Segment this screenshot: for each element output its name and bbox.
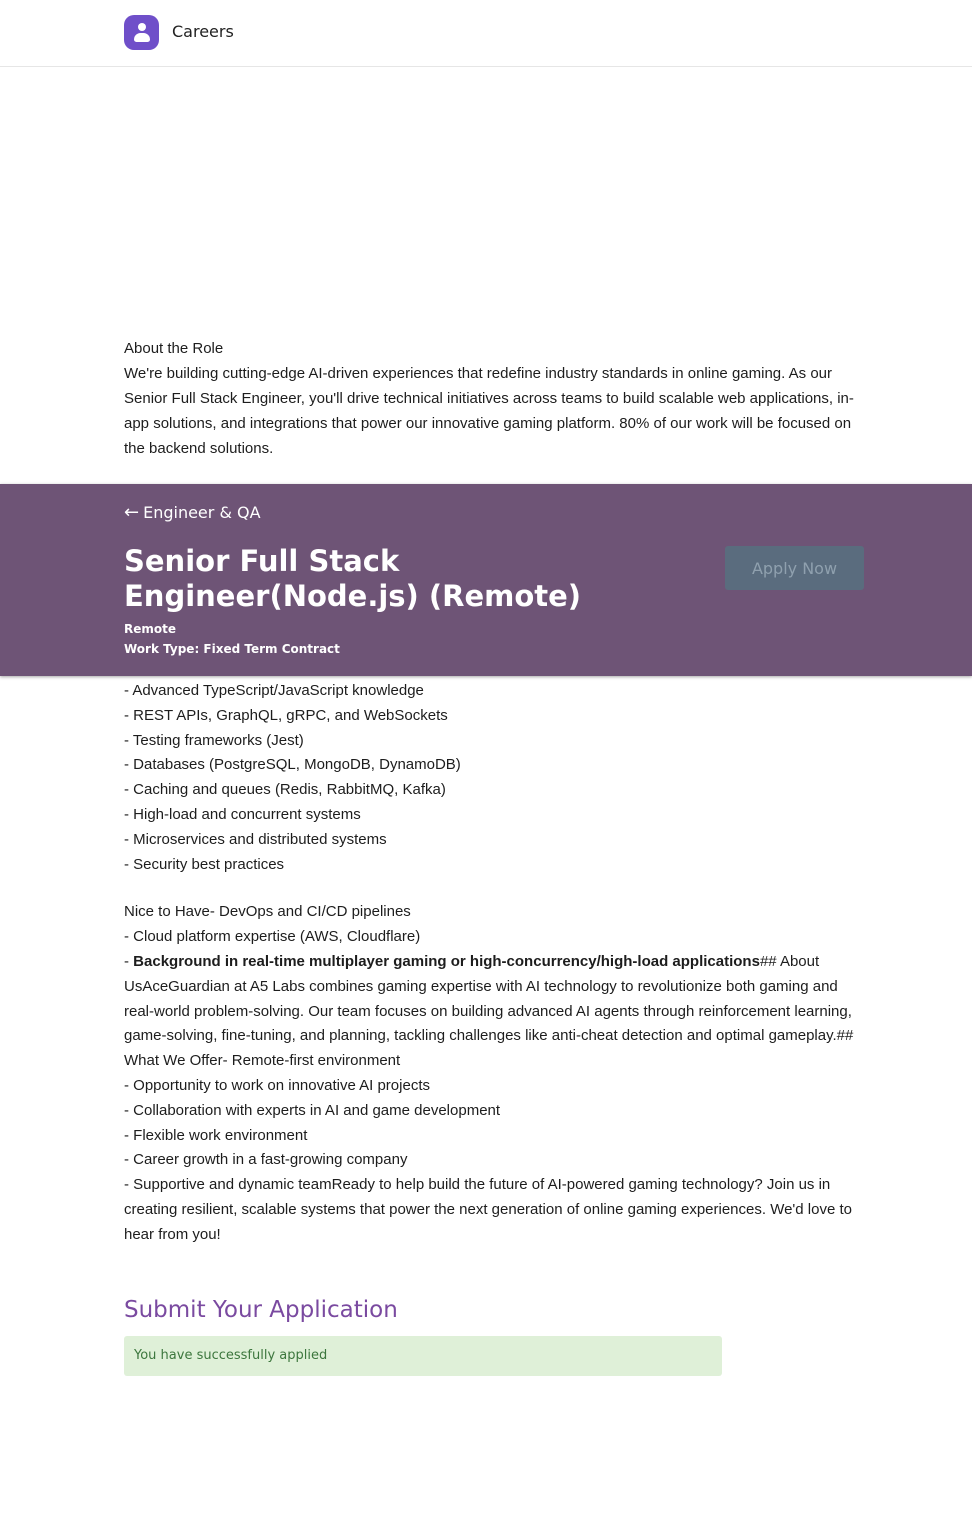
success-alert: You have successfully applied — [124, 1336, 722, 1376]
about-section — [124, 336, 859, 461]
about-us-text: ## About UsAceGuardian at A5 Labs combines gaming expertise with AI technology to revolutionize both gaming and real-world problem-solving. Our team focuses on building advanced AI agents through reinforcement learning, game-solving, fine-tuning, and planning, tackling challenges like anti-cheat detection and optimal gameplay.## What We Offer- Remote-first environment — [124, 952, 854, 1070]
job-work-type: Work Type: Fixed Term Contract — [124, 642, 340, 656]
closing-paragraph: - Supportive and dynamic teamReady to help build the future of AI-powered gaming technology? Join us in creating resilient, scalable systems that power the next generation of online gaming experiences. We'd love to hear from you! — [124, 1176, 852, 1243]
about-title: About the Role — [124, 340, 224, 357]
requirement-item: - High-load and concurrent systems — [124, 805, 361, 823]
about-text: We're building cutting-edge AI-driven experiences that redefine industry standards in online gaming. As our Senior Full Stack Engineer, you'll drive technical initiatives across teams to build scalable web applications, in-app solutions, and integrations that power our innovative gaming platform. 80% of our work will be focused on the backend solutions. — [124, 365, 854, 457]
top-navbar — [0, 0, 972, 67]
requirement-item: - Microservices and distributed systems — [124, 830, 387, 848]
logo-head-shape — [138, 23, 146, 31]
requirement-item: - Testing frameworks (Jest) — [124, 731, 304, 749]
back-to-department-link[interactable] — [124, 502, 261, 523]
requirement-item: - REST APIs, GraphQL, gRPC, and WebSockets — [124, 706, 448, 724]
job-header-banner — [0, 484, 972, 676]
job-description — [124, 679, 859, 1248]
bullet-prefix: - — [124, 952, 134, 970]
logo-body-shape — [134, 33, 150, 42]
offer-item: - Career growth in a fast-growing company — [124, 1151, 408, 1169]
submit-application-heading: Submit Your Application — [124, 1297, 398, 1323]
requirement-item: - Advanced TypeScript/JavaScript knowledge — [124, 682, 424, 699]
arrow-left-icon: ← — [124, 502, 140, 523]
requirement-item: - Security best practices — [124, 855, 285, 873]
offer-item: - Flexible work environment — [124, 1126, 308, 1144]
job-location: Remote — [124, 622, 177, 636]
nice-to-have-item: - Cloud platform expertise (AWS, Cloudflare) — [124, 928, 421, 946]
requirement-item: - Databases (PostgreSQL, MongoDB, DynamoDB) — [124, 756, 461, 774]
offer-item: - Opportunity to work on innovative AI projects — [124, 1076, 430, 1094]
about-us-paragraph — [124, 950, 859, 1074]
nice-to-have-item: Nice to Have- DevOps and CI/CD pipelines — [124, 903, 411, 921]
department-label: Engineer & QA — [143, 503, 261, 522]
job-title: Senior Full Stack Engineer(Node.js) (Remote) — [124, 544, 582, 613]
careers-logo-icon[interactable] — [124, 15, 159, 50]
apply-now-button[interactable]: Apply Now — [725, 546, 864, 590]
paragraph-spacer — [124, 877, 859, 900]
offer-item: - Collaboration with experts in AI and game development — [124, 1101, 501, 1119]
highlighted-requirement: Background in real-time multiplayer gaming or high-concurrency/high-load applications — [133, 952, 760, 970]
careers-home-link[interactable]: Careers — [172, 22, 234, 41]
requirement-item: - Caching and queues (Redis, RabbitMQ, Kafka) — [124, 781, 446, 799]
